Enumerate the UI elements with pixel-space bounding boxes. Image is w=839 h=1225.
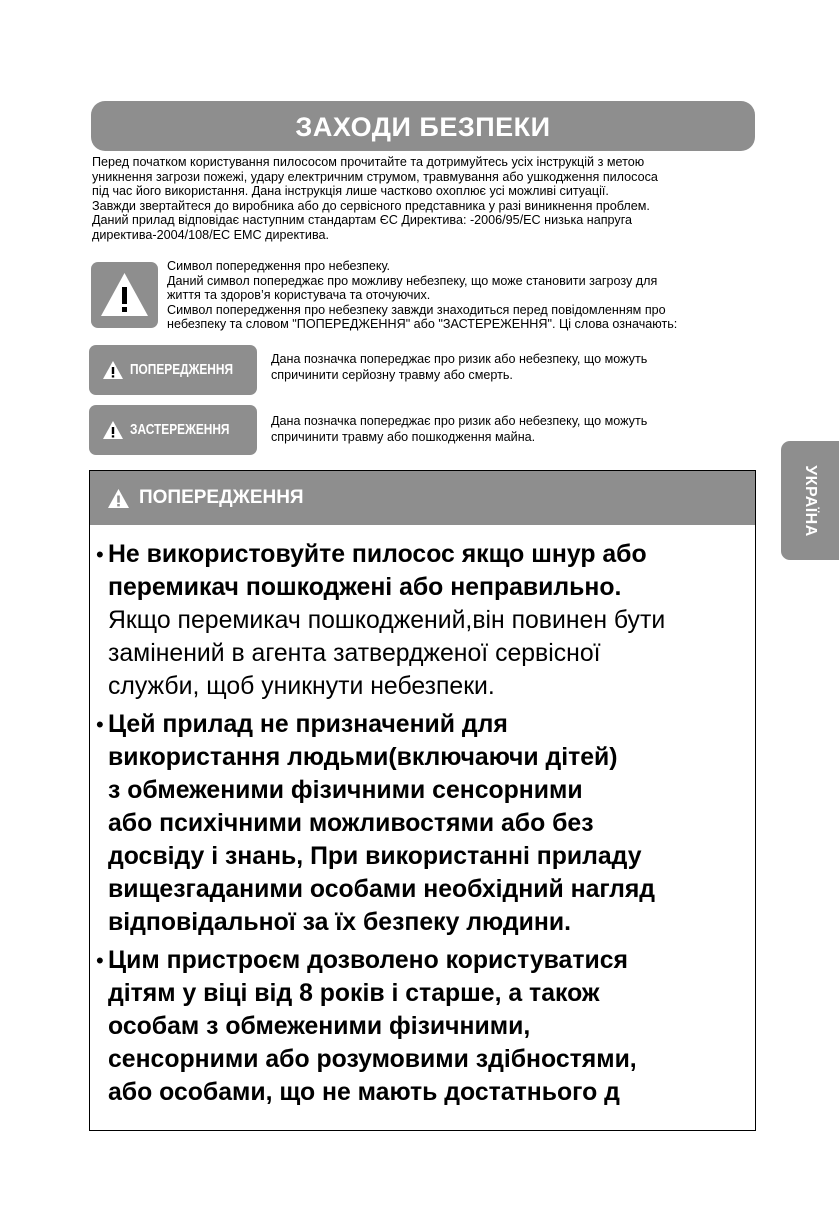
bullet-bold-line: або особами, що не мають достатнього д: [108, 1079, 620, 1106]
bullet-dot: •: [96, 542, 104, 567]
bullet-normal-line: Якщо перемикач пошкоджений,він повинен бути: [108, 607, 666, 634]
bullet-normal-line: служби, щоб уникнути небезпеки.: [108, 673, 495, 700]
safety-alert-symbol: [91, 262, 158, 328]
caution-badge-description: [271, 413, 771, 445]
bullet-bold-line: Цей прилад не призначений для: [108, 711, 508, 738]
warning-bullet-3: [90, 944, 755, 1109]
caution-badge: [89, 405, 257, 455]
bullet-bold-line: з обмеженими фізичними сенсорними: [108, 777, 583, 804]
warning-desc-line: спричинити серйозну травму або смерть.: [271, 368, 513, 382]
bullet-bold-line: відповідальної за їх безпеку людини.: [108, 909, 571, 936]
bullet-bold-line: або психічними можливостями або без: [108, 810, 594, 837]
bullet-normal-line: замінений в агента затвердженої сервісної: [108, 640, 601, 667]
bullet-bold-line: перемикач пошкоджені або неправильно.: [108, 574, 622, 601]
warning-bullet-2: [90, 708, 755, 939]
intro-line: уникнення загрози пожежі, удару електричним струмом, травмування або ушкодження пилососа: [92, 169, 658, 184]
caution-badge-label: ЗАСТЕРЕЖЕННЯ: [130, 422, 230, 438]
warning-box-title: ПОПЕРЕДЖЕННЯ: [139, 487, 304, 508]
caution-desc-line: Дана позначка попереджає про ризик або небезпеку, що можуть: [271, 414, 648, 428]
intro-line: Перед початком користування пилососом прочитайте та дотримуйтесь усіх інструкцій з метою: [92, 155, 645, 169]
warning-badge: [89, 345, 257, 395]
intro-line: Даний прилад відповідає наступним стандартам ЄС Директива: -2006/95/ЕС низька напруга: [92, 213, 633, 228]
warning-badge-description: [271, 351, 771, 383]
caution-desc-line: спричинити травму або пошкодження майна.: [271, 430, 536, 444]
language-side-tab: [781, 441, 839, 560]
page-title: ЗАХОДИ БЕЗПЕКИ: [91, 101, 755, 151]
intro-line: під час його використання. Дана інструкція лише частково охоплює усі можливі ситуації.: [92, 184, 609, 199]
warning-triangle-icon: [102, 360, 124, 380]
warning-desc-line: Дана позначка попереджає про ризик або небезпеку, що можуть: [271, 352, 648, 366]
warning-triangle-icon: [99, 270, 150, 320]
bullet-bold-line: використання людьми(включаючи дітей): [108, 744, 618, 771]
warning-badge-label: ПОПЕРЕДЖЕННЯ: [130, 362, 233, 378]
bullet-bold-line: Не використовуйте пилосос якщо шнур або: [108, 541, 647, 568]
warning-triangle-icon: [102, 420, 124, 440]
bullet-bold-line: Цим пристроєм дозволено користуватися: [108, 947, 628, 974]
intro-paragraph: [92, 155, 762, 243]
symbol-line: Даний символ попереджає про можливу небезпеку, що може становити загрозу для: [167, 273, 658, 288]
bullet-bold-line: вищезгаданими особами необхідний нагляд: [108, 876, 656, 903]
bullet-bold-line: дітям у віці від 8 років і старше, а також: [108, 980, 600, 1007]
bullet-bold-line: особам з обмеженими фізичними,: [108, 1013, 531, 1040]
language-tab-label: УКРАЇНА: [802, 464, 819, 537]
symbol-line: Символ попередження про небезпеку.: [167, 259, 391, 273]
symbol-line: небезпеку та словом "ПОПЕРЕДЖЕННЯ" або "ЗАСТЕРЕЖЕННЯ". Ці слова означають:: [167, 317, 678, 332]
warning-bullet-list: [90, 538, 755, 1114]
symbol-line: Символ попередження про небезпеку завжди знаходиться перед повідомленням про: [167, 302, 666, 317]
symbol-description: [167, 259, 767, 332]
bullet-dot: •: [96, 948, 104, 973]
intro-line: Завжди звертайтеся до виробника або до сервісного представника у разі виникнення проблем.: [92, 198, 650, 213]
symbol-line: життя та здоров’я користувача та оточуючих.: [167, 288, 431, 303]
warning-box-header: [90, 471, 755, 525]
warning-bullet-1: [90, 538, 755, 703]
bullet-dot: •: [96, 712, 104, 737]
bullet-bold-line: сенсорними або розумовими здібностями,: [108, 1046, 637, 1073]
warning-box: [89, 470, 756, 1131]
bullet-bold-line: досвіду і знань, При використанні приладу: [108, 843, 642, 870]
warning-triangle-icon: [107, 488, 130, 509]
intro-line: директива-2004/108/ЕС ЕМС директива.: [92, 227, 329, 242]
